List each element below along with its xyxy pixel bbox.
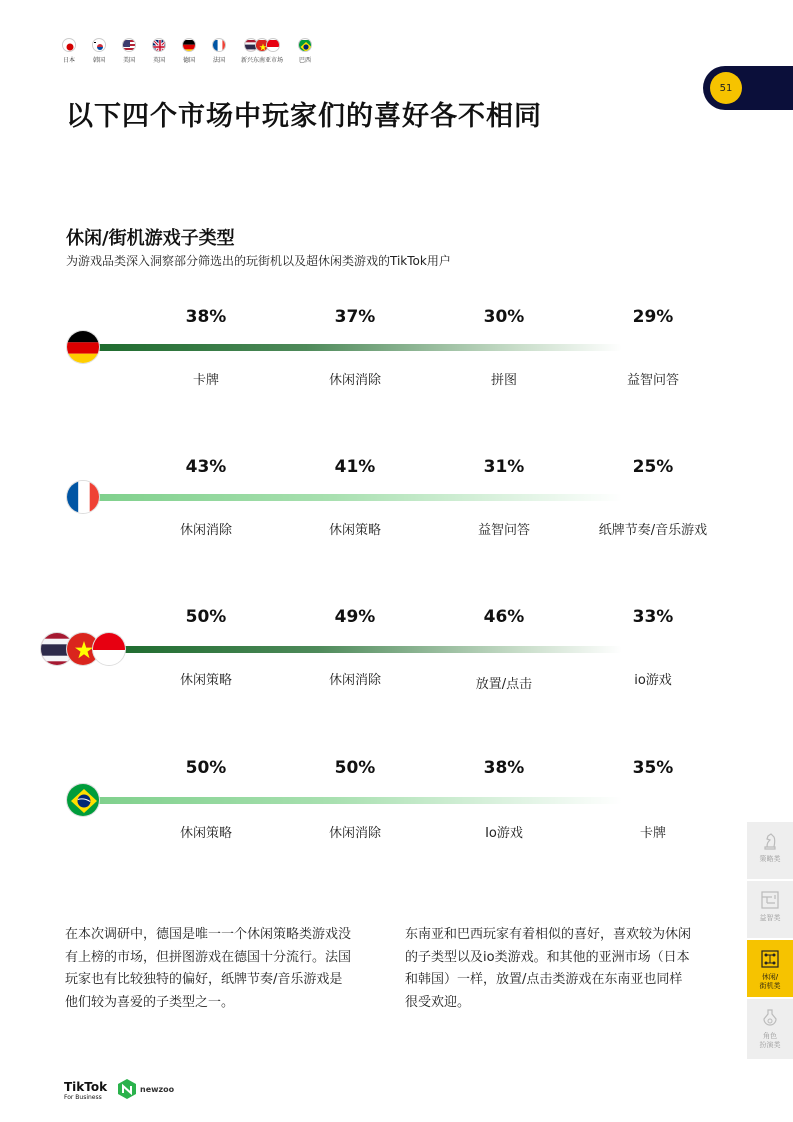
nav-label: 韩国 bbox=[92, 57, 105, 64]
percent-label: 33% bbox=[632, 607, 674, 627]
preference-bar bbox=[95, 797, 622, 804]
paragraph-line: 和韩国）一样，放置/点击类游戏在东南亚也同样 bbox=[405, 972, 683, 987]
korea-flag-icon bbox=[92, 38, 106, 52]
nav-item-japan[interactable] bbox=[58, 38, 80, 64]
nav-item-southeast-asia[interactable] bbox=[238, 38, 286, 64]
nav-label: 德国 bbox=[182, 57, 195, 64]
category-label: 益智问答 bbox=[626, 373, 679, 388]
category-label: 休闲消除 bbox=[328, 373, 381, 388]
percent-label: 35% bbox=[632, 758, 674, 778]
france-flag-icon bbox=[212, 38, 226, 52]
nav-item-brazil[interactable] bbox=[294, 38, 316, 64]
brazil-flag-icon bbox=[66, 783, 100, 817]
percent-label: 50% bbox=[185, 607, 227, 627]
france-flag-icon bbox=[66, 480, 100, 514]
percent-label: 43% bbox=[185, 457, 227, 477]
market-row-southeast-asia bbox=[0, 600, 720, 720]
japan-flag-icon bbox=[62, 38, 76, 52]
category-label: io游戏 bbox=[634, 673, 672, 688]
maze-icon bbox=[759, 889, 781, 911]
tiktok-logo: TikTok bbox=[64, 1080, 108, 1094]
category-label: 放置/点击 bbox=[475, 677, 533, 692]
paragraph-line: 在本次调研中，德国是唯一一个休闲策略类游戏没 bbox=[65, 927, 352, 942]
side-tab-strategy[interactable] bbox=[747, 822, 793, 879]
paragraph-right bbox=[405, 924, 730, 1014]
category-label: 休闲策略 bbox=[179, 826, 232, 841]
category-label: 卡牌 bbox=[639, 826, 666, 841]
market-row-france bbox=[0, 450, 720, 570]
preference-bar bbox=[115, 646, 622, 653]
paragraph-line: 很受欢迎。 bbox=[405, 994, 471, 1010]
percent-label: 50% bbox=[185, 758, 227, 778]
category-label: 益智问答 bbox=[477, 523, 530, 538]
nav-label: 英国 bbox=[152, 57, 165, 64]
page-number: 51 bbox=[710, 72, 742, 104]
germany-flag-icon bbox=[182, 38, 196, 52]
newzoo-logo-text: newzoo bbox=[140, 1084, 175, 1094]
percent-label: 37% bbox=[334, 307, 376, 327]
category-label: 纸牌节奏/音乐游戏 bbox=[598, 523, 708, 538]
category-label: 休闲策略 bbox=[328, 523, 381, 538]
side-tab-casual-arcade[interactable] bbox=[747, 940, 793, 997]
paragraph-line: 的子类型以及io类游戏。和其他的亚洲市场（日本 bbox=[405, 949, 690, 965]
nav-label: 日本 bbox=[62, 57, 75, 64]
tiktok-logo-subtitle: For Business bbox=[64, 1094, 102, 1101]
paragraph-line: 玩家也有比较独特的偏好，纸牌节奏/音乐游戏是 bbox=[65, 972, 343, 987]
uk-flag-icon bbox=[152, 38, 166, 52]
brazil-flag-icon bbox=[298, 38, 312, 52]
market-row-brazil bbox=[0, 751, 720, 871]
side-tab-label: 休闲/ 街机类 bbox=[759, 973, 781, 990]
category-label: 休闲消除 bbox=[328, 826, 381, 841]
paragraph-line: 他们较为喜爱的子类型之一。 bbox=[65, 994, 235, 1010]
category-label: 拼图 bbox=[490, 373, 517, 388]
preference-bar bbox=[95, 344, 622, 351]
percent-label: 38% bbox=[185, 307, 227, 327]
arcade-grid-icon bbox=[759, 948, 781, 970]
percent-label: 46% bbox=[483, 607, 525, 627]
category-label: 休闲消除 bbox=[179, 523, 232, 538]
paragraph-line: 有上榜的市场，但拼图游戏在德国十分流行。法国 bbox=[65, 949, 352, 965]
germany-flag-icon bbox=[66, 330, 100, 364]
indonesia-flag-icon bbox=[92, 632, 126, 666]
percent-label: 49% bbox=[334, 607, 376, 627]
percent-label: 25% bbox=[632, 457, 674, 477]
paragraph-left bbox=[65, 924, 390, 1014]
page-title: 以下四个市场中玩家们的喜好各不相同 bbox=[66, 101, 542, 132]
nav-label: 新兴东南亚市场 bbox=[240, 57, 283, 64]
nav-item-korea[interactable] bbox=[88, 38, 110, 64]
nav-item-france[interactable] bbox=[208, 38, 230, 64]
potion-icon bbox=[759, 1007, 781, 1029]
percent-label: 50% bbox=[334, 758, 376, 778]
southeast-asia-flags-icon bbox=[244, 38, 280, 52]
market-flag-nav bbox=[58, 38, 316, 64]
newzoo-mark-icon bbox=[116, 1078, 138, 1100]
category-label: 休闲策略 bbox=[179, 673, 232, 688]
percent-label: 30% bbox=[483, 307, 525, 327]
side-tab-puzzle[interactable] bbox=[747, 881, 793, 938]
percent-label: 41% bbox=[334, 457, 376, 477]
nav-label: 巴西 bbox=[298, 57, 311, 64]
percent-label: 31% bbox=[483, 457, 525, 477]
section-description: 为游戏品类深入洞察部分筛选出的玩街机以及超休闲类游戏的TikTok用户 bbox=[66, 254, 451, 268]
paragraph-line: 东南亚和巴西玩家有着相似的喜好，喜欢较为休闲 bbox=[405, 927, 692, 942]
chess-knight-icon bbox=[759, 830, 781, 852]
side-tab-label: 角色 扮演类 bbox=[759, 1032, 781, 1049]
nav-item-uk[interactable] bbox=[148, 38, 170, 64]
percent-label: 29% bbox=[632, 307, 674, 327]
percent-label: 38% bbox=[483, 758, 525, 778]
side-tab-role-playing[interactable] bbox=[747, 999, 793, 1059]
preference-bar bbox=[95, 494, 622, 501]
usa-flag-icon bbox=[122, 38, 136, 52]
indonesia-flag-icon bbox=[266, 38, 280, 52]
market-row-germany bbox=[0, 300, 720, 420]
newzoo-logo bbox=[116, 1078, 174, 1100]
nav-item-germany[interactable] bbox=[178, 38, 200, 64]
category-label: 卡牌 bbox=[192, 373, 219, 388]
category-label: Io游戏 bbox=[485, 826, 523, 841]
nav-item-usa[interactable] bbox=[118, 38, 140, 64]
category-label: 休闲消除 bbox=[328, 673, 381, 688]
page-number-badge bbox=[703, 66, 793, 110]
nav-label: 法国 bbox=[212, 57, 225, 64]
section-subtitle: 休闲/街机游戏子类型 bbox=[66, 228, 235, 249]
side-tab-label: 策略类 bbox=[759, 855, 781, 863]
nav-label: 美国 bbox=[122, 57, 135, 64]
side-tab-label: 益智类 bbox=[759, 914, 781, 922]
